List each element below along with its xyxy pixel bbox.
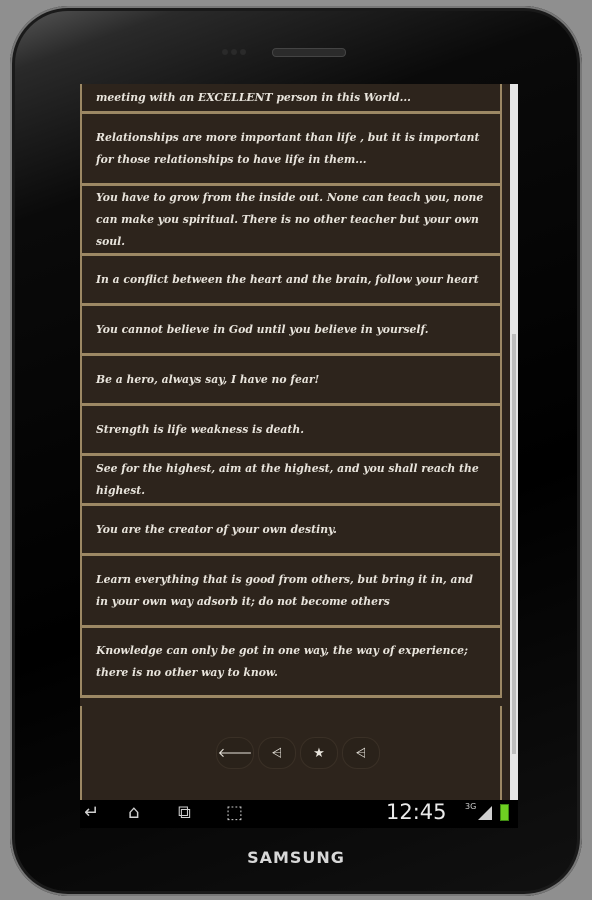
network-type: 3G	[465, 802, 477, 811]
quote-text: Learn everything that is good from others, but bring it in, and in your own way adsorb it; do not become others	[96, 572, 473, 608]
quote-text: Strength is life weakness is death.	[96, 422, 304, 436]
system-bar	[80, 800, 518, 828]
quote-text: meeting with an EXCELLENT person in this World...	[96, 90, 411, 104]
quote-text: Relationships are more important than life , but it is important for those relationships to have life in them...	[96, 130, 480, 166]
scrollbar[interactable]	[510, 84, 518, 800]
list-item[interactable]	[80, 456, 502, 506]
scrollbar-thumb[interactable]	[512, 334, 516, 754]
list-item[interactable]	[80, 356, 502, 406]
list-item[interactable]	[80, 406, 502, 456]
arrow-left-icon: 🡐	[217, 746, 253, 761]
quote-text: See for the highest, aim at the highest, and you shall reach the highest.	[96, 461, 479, 497]
quote-text: Knowledge can only be got in one way, the way of experience; there is no other way to know.	[96, 643, 468, 679]
star-icon: ★	[313, 745, 325, 761]
home-icon[interactable]: ⌂	[128, 802, 140, 823]
quote-list[interactable]	[80, 84, 502, 698]
favorite-button[interactable]	[300, 737, 338, 769]
list-item[interactable]	[80, 506, 502, 556]
list-item[interactable]	[80, 114, 502, 186]
recent-apps-icon[interactable]: ⧉	[178, 802, 191, 823]
screenshot-icon[interactable]: ⬚	[226, 802, 244, 823]
signal-icon	[478, 806, 492, 820]
earpiece-speaker	[272, 48, 346, 57]
app-screen	[80, 84, 518, 800]
quote-text: You are the creator of your own destiny.	[96, 522, 337, 536]
action-buttons	[216, 737, 380, 769]
quote-text: Be a hero, always say, I have no fear!	[96, 372, 320, 386]
quote-text: You have to grow from the inside out. None can teach you, none can make you spiritual. There is no other teacher but your own soul.	[96, 190, 484, 248]
list-item[interactable]	[80, 256, 502, 306]
share-icon: ⩤	[271, 745, 283, 761]
list-item[interactable]	[80, 628, 502, 698]
share-alt-button[interactable]	[342, 737, 380, 769]
share-icon: ⩤	[355, 745, 367, 761]
share-button[interactable]	[258, 737, 296, 769]
list-item[interactable]	[80, 186, 502, 256]
list-item[interactable]	[80, 556, 502, 628]
action-bar	[80, 706, 502, 800]
quote-text: You cannot believe in God until you believe in yourself.	[96, 322, 429, 336]
sensor-dot	[231, 49, 237, 55]
list-item[interactable]	[80, 84, 502, 114]
back-button[interactable]	[216, 737, 254, 769]
sensor-dot	[222, 49, 228, 55]
brand-logo: SAMSUNG	[247, 848, 345, 867]
battery-icon	[500, 804, 509, 821]
back-nav-icon[interactable]: ↵	[84, 802, 100, 823]
clock: 12:45	[386, 800, 447, 824]
sensor-dot	[240, 49, 246, 55]
quote-text: In a conflict between the heart and the brain, follow your heart	[96, 272, 479, 286]
list-item[interactable]	[80, 306, 502, 356]
